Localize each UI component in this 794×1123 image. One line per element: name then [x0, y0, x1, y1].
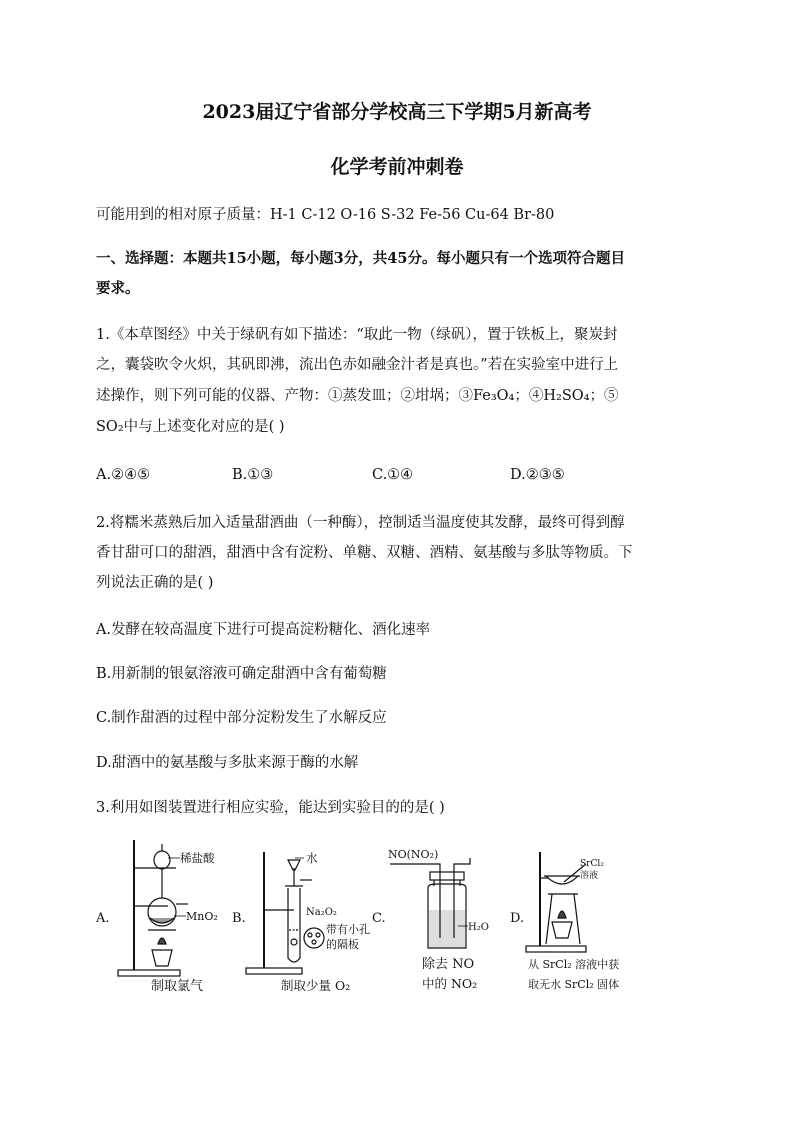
figure-c-caption-1: 除去 NO [422, 957, 475, 972]
q2-option-b: B.用新制的银氨溶液可确定甜酒中含有葡萄糖 [96, 666, 387, 682]
q2-line-1: 2.将糯米蒸熟后加入适量甜酒曲（一种酶），控制适当温度使其发酵，最终可得到醇 [96, 515, 625, 531]
figure-d-caption-2: 取无水 SrCl₂ 固体 [528, 978, 620, 991]
figure-d-label-srcl2: SrCl₂ [580, 859, 604, 869]
figure-a-caption: 制取氯气 [151, 979, 204, 994]
q2-option-a: A.发酵在较高温度下进行可提高淀粉糖化、酒化速率 [96, 622, 431, 638]
title-line-2: 化学考前冲刺卷 [330, 156, 464, 178]
q1-line-3: 述操作，则下列可能的仪器、产物：①蒸发皿；②坩埚；③Fe₃O₄；④H₂SO₄；⑤ [96, 388, 619, 404]
figure-b-label-holes: 带有小孔 [326, 923, 370, 936]
apparatus-d [510, 852, 619, 991]
section-heading-line-2: 要求。 [96, 280, 140, 297]
figure-a-label-mno2: MnO₂ [186, 910, 218, 923]
q2-line-3: 列说法正确的是( ) [96, 575, 214, 591]
q1-option-b: B.①③ [232, 467, 274, 483]
q1-option-c: C.①④ [372, 467, 414, 483]
q2-option-d: D.甜酒中的氨基酸与多肽来源于酶的水解 [96, 755, 359, 771]
q1-option-a: A.②④⑤ [96, 467, 151, 483]
q2-option-c: C.制作甜酒的过程中部分淀粉发生了水解反应 [96, 710, 387, 726]
figure-d-caption-1: 从 SrCl₂ 溶液中获 [528, 958, 620, 971]
figure-c-letter: C. [372, 911, 386, 926]
q1-line-1: 1.《本草图经》中关于绿矾有如下描述：“取此一物（绿矾），置于铁板上，聚炭封 [96, 327, 618, 343]
title-line-1: 2023届辽宁省部分学校高三下学期5月新高考 [202, 101, 592, 123]
figure-b-label-water: 水 [306, 851, 318, 865]
apparatus-a [96, 840, 218, 994]
figure-b-caption: 制取少量 O₂ [281, 978, 351, 993]
q1-line-2: 之，囊袋吹令火炽，其矾即沸，流出色赤如融金汁者是真也。”若在实验室中进行上 [96, 357, 619, 373]
q3-stem: 3.利用如图装置进行相应实验，能达到实验目的的是( ) [96, 800, 445, 816]
q3-figure [96, 838, 636, 1000]
q1-line-4: SO₂中与上述变化对应的是( ) [96, 419, 285, 435]
figure-b-letter: B. [232, 911, 246, 926]
figure-c-caption-2: 中的 NO₂ [422, 976, 478, 991]
figure-a-label-acid: 稀盐酸 [180, 851, 215, 865]
apparatus-c [372, 848, 489, 991]
figure-b-label-na2o2: Na₂O₂ [306, 907, 337, 918]
figure-a-letter: A. [96, 911, 110, 926]
figure-d-label-solution: 溶液 [580, 871, 599, 881]
figure-b-label-plate: 的隔板 [326, 938, 359, 951]
q1-option-d: D.②③⑤ [510, 467, 565, 483]
atomic-masses: 可能用到的相对原子质量：H-1 C-12 O-16 S-32 Fe-56 Cu-64 Br-80 [96, 207, 555, 223]
figure-d-letter: D. [510, 911, 525, 926]
section-heading-line-1: 一、选择题：本题共15小题，每小题3分，共45分。每小题只有一个选项符合题目 [96, 250, 625, 267]
figure-c-label-gas: NO(NO₂) [388, 848, 439, 861]
apparatus-b [232, 851, 370, 993]
figure-c-label-water: H₂O [468, 922, 489, 933]
q2-line-2: 香甘甜可口的甜酒，甜酒中含有淀粉、单糖、双糖、酒精、氨基酸与多肽等物质。下 [96, 545, 633, 561]
